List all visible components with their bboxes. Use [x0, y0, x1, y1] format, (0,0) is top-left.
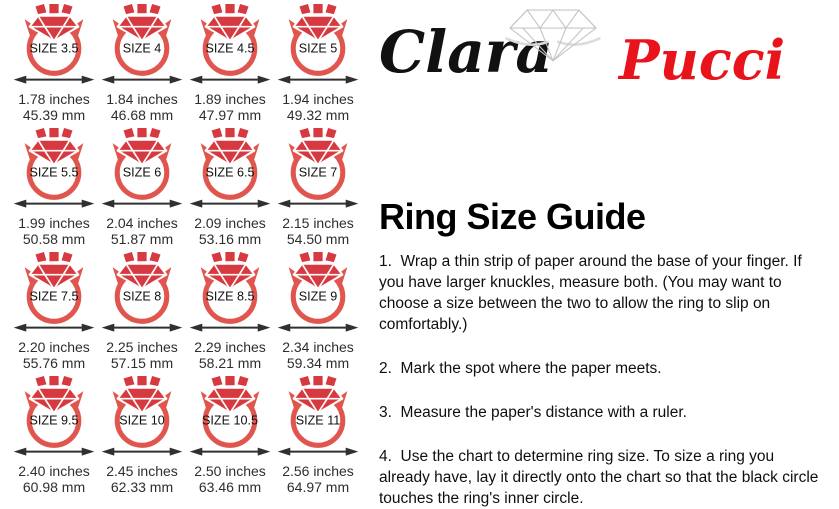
ring-mm-value: 53.16 mm	[198, 231, 262, 247]
ring-size-cell	[186, 4, 274, 128]
width-arrow-icon	[190, 200, 271, 208]
diamond-ring-icon	[12, 376, 96, 460]
ring-mm-value: 46.68 mm	[110, 107, 174, 123]
diamond-ring-icon	[12, 4, 96, 88]
ring-size-label: SIZE 11	[295, 413, 341, 428]
ring-mm-value: 59.34 mm	[286, 355, 350, 371]
ring-size-cell	[10, 252, 98, 376]
width-arrow-icon	[278, 200, 359, 208]
ring-mm-value: 49.32 mm	[286, 107, 350, 123]
ring-inches-value: 2.45 inches	[106, 463, 178, 479]
ring-size-label: SIZE 4.5	[205, 41, 255, 56]
ring-mm-value: 64.97 mm	[286, 479, 350, 495]
ring-inches-value: 2.29 inches	[194, 339, 266, 355]
width-arrow-icon	[190, 448, 271, 456]
diamond-ring-icon	[276, 128, 360, 212]
ring-size-label: SIZE 8	[122, 289, 162, 304]
ring-inches-value: 1.89 inches	[194, 91, 266, 107]
diamond-ring-icon	[188, 252, 272, 336]
ring-size-label: SIZE 10.5	[201, 413, 259, 428]
ring-mm-value: 45.39 mm	[22, 107, 86, 123]
ring-size-cell	[98, 128, 186, 252]
width-arrow-icon	[278, 448, 359, 456]
guide-panel	[369, 0, 839, 508]
instruction-steps	[379, 251, 827, 509]
diamond-ring-icon	[12, 252, 96, 336]
diamond-ring-icon	[100, 376, 184, 460]
width-arrow-icon	[278, 324, 359, 332]
ring-size-cell	[274, 376, 362, 500]
width-arrow-icon	[190, 324, 271, 332]
diamond-ring-icon	[100, 4, 184, 88]
ring-size-label: SIZE 4	[122, 41, 162, 56]
ring-inches-value: 1.94 inches	[282, 91, 354, 107]
width-arrow-icon	[102, 200, 183, 208]
diamond-outline-icon	[497, 4, 609, 66]
ring-size-cell	[98, 376, 186, 500]
ring-size-label: SIZE 10	[119, 413, 165, 428]
diamond-ring-icon	[12, 128, 96, 212]
ring-size-label: SIZE 6	[122, 165, 162, 180]
ring-size-label: SIZE 7.5	[29, 289, 79, 304]
diamond-ring-icon	[100, 128, 184, 212]
ring-mm-value: 54.50 mm	[286, 231, 350, 247]
ring-size-label: SIZE 3.5	[29, 41, 79, 56]
width-arrow-icon	[14, 200, 95, 208]
diamond-ring-icon	[276, 4, 360, 88]
ring-inches-value: 2.09 inches	[194, 215, 266, 231]
ring-mm-value: 63.46 mm	[198, 479, 262, 495]
width-arrow-icon	[102, 324, 183, 332]
ring-size-grid	[0, 0, 369, 501]
ring-size-cell	[274, 252, 362, 376]
brand-logo	[379, 4, 827, 110]
ring-size-label: SIZE 6.5	[205, 165, 255, 180]
ring-size-label: SIZE 9.5	[29, 413, 79, 428]
ring-size-cell	[10, 376, 98, 500]
ring-mm-value: 60.98 mm	[22, 479, 86, 495]
ring-mm-value: 47.97 mm	[198, 107, 262, 123]
ring-size-cell	[186, 128, 274, 252]
width-arrow-icon	[14, 76, 95, 84]
diamond-ring-icon	[276, 376, 360, 460]
ring-size-cell	[274, 4, 362, 128]
ring-size-label: SIZE 5.5	[29, 165, 79, 180]
instruction-step: 2. Mark the spot where the paper meets.	[379, 360, 662, 378]
ring-mm-value: 50.58 mm	[22, 231, 86, 247]
ring-mm-value: 55.76 mm	[22, 355, 86, 371]
instruction-step: 4. Use the chart to determine ring size. To size a ring you already have, lay it directly onto the chart so that the black circle touches the ring's inner circle.	[379, 448, 823, 508]
instruction-step: 1. Wrap a thin strip of paper around the base of your finger. If you have larger knuckles, measure both. (You may want to choose a size between the two to allow the ring to slip on comfortably.)	[379, 253, 807, 334]
ring-size-label: SIZE 5	[298, 41, 338, 56]
ring-inches-value: 2.40 inches	[18, 463, 90, 479]
ring-inches-value: 1.99 inches	[18, 215, 90, 231]
width-arrow-icon	[190, 76, 271, 84]
ring-size-label: SIZE 7	[298, 165, 338, 180]
ring-inches-value: 2.15 inches	[282, 215, 354, 231]
width-arrow-icon	[14, 324, 95, 332]
instruction-step: 3. Measure the paper's distance with a ruler.	[379, 404, 687, 422]
width-arrow-icon	[102, 76, 183, 84]
page-title: Ring Size Guide	[379, 196, 646, 237]
ring-mm-value: 58.21 mm	[198, 355, 262, 371]
ring-mm-value: 62.33 mm	[110, 479, 174, 495]
ring-inches-value: 2.04 inches	[106, 215, 178, 231]
diamond-ring-icon	[276, 252, 360, 336]
ring-size-cell	[274, 128, 362, 252]
ring-inches-value: 2.20 inches	[18, 339, 90, 355]
ring-mm-value: 57.15 mm	[110, 355, 174, 371]
diamond-ring-icon	[188, 4, 272, 88]
ring-size-label: SIZE 8.5	[205, 289, 255, 304]
ring-inches-value: 2.34 inches	[282, 339, 354, 355]
diamond-ring-icon	[100, 252, 184, 336]
ring-inches-value: 2.50 inches	[194, 463, 266, 479]
width-arrow-icon	[102, 448, 183, 456]
ring-size-cell	[10, 128, 98, 252]
ring-inches-value: 1.84 inches	[106, 91, 178, 107]
ring-size-cell	[98, 4, 186, 128]
brand-name-second: Pucci	[619, 28, 786, 92]
ring-size-cell	[98, 252, 186, 376]
ring-size-cell	[186, 376, 274, 500]
ring-inches-value: 2.25 inches	[106, 339, 178, 355]
width-arrow-icon	[278, 76, 359, 84]
ring-mm-value: 51.87 mm	[110, 231, 174, 247]
ring-inches-value: 1.78 inches	[18, 91, 90, 107]
width-arrow-icon	[14, 448, 95, 456]
brand-name-first: Clara	[379, 18, 553, 86]
ring-size-cell	[186, 252, 274, 376]
diamond-ring-icon	[188, 376, 272, 460]
ring-inches-value: 2.56 inches	[282, 463, 354, 479]
diamond-ring-icon	[188, 128, 272, 212]
ring-size-cell	[10, 4, 98, 128]
ring-size-label: SIZE 9	[298, 289, 338, 304]
